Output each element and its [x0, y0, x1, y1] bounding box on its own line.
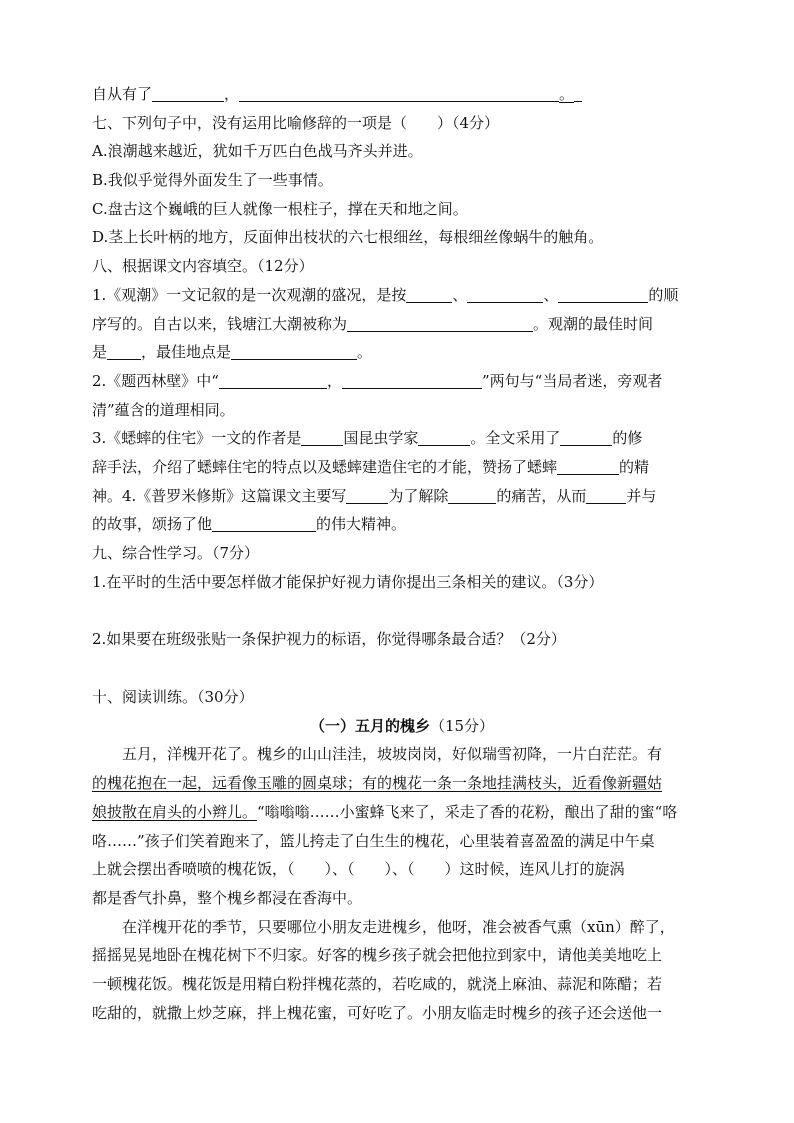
option-b [92, 166, 712, 195]
answer-blank[interactable] [586, 485, 626, 504]
text: 并与 [626, 486, 657, 505]
option-d [92, 223, 712, 252]
passage-line [92, 769, 712, 798]
answer-blank[interactable] [301, 427, 343, 446]
passage-line [92, 999, 712, 1028]
text: 1.《观潮》一文记叙的是一次观潮的盛况，是按 [92, 285, 407, 304]
q8-1-line1 [92, 281, 712, 310]
option-a [92, 137, 712, 166]
answer-blank[interactable] [346, 485, 388, 504]
answer-blank[interactable] [448, 485, 496, 504]
answer-blank[interactable] [152, 83, 224, 102]
answer-blank[interactable] [342, 370, 482, 389]
passage-line [92, 884, 712, 913]
text: 2.《题西林壁》中“ [92, 371, 219, 390]
passage-line [92, 798, 712, 827]
text: 上就会摆出香喷喷的槐花饭，（ ）、（ ）、（ ）这时候，连风儿打的旋涡 [92, 860, 625, 879]
text: 序写的。自古以来，钱塘江大潮被称为 [92, 314, 348, 333]
text: 九、综合性学习。（7分） [92, 544, 260, 562]
underlined-text: 的槐花抱在一起，远看像玉雕的圆桌球；有的槐花一条一条地挂满枝头，近看像新疆姑 [92, 774, 663, 793]
passage-line [92, 941, 712, 970]
option-c [92, 195, 712, 224]
text: B.我似乎觉得外面发生了一些事情。 [92, 171, 333, 190]
passage-title [92, 712, 712, 741]
fill-line-since [92, 80, 712, 109]
text: ”两句与“当局者迷，旁观者 [482, 371, 663, 390]
text: 五月，洋槐开花了。槐乡的山山洼洼，坡坡岗岗，好似瑞雪初降，一片白茫茫。有 [122, 745, 663, 764]
text: 、 [543, 285, 559, 304]
text: ，最佳地点是 [141, 343, 232, 362]
text: 。全文采用了 [470, 429, 561, 448]
text: 的故事，颂扬了他 [92, 515, 213, 534]
text: 的伟大精神。 [316, 515, 407, 534]
question-7-heading [92, 109, 712, 138]
text: 。 [559, 85, 575, 103]
q9-1 [92, 568, 712, 597]
exam-page [92, 80, 712, 1027]
text: 十、阅读训练。（30分） [92, 688, 254, 707]
answer-blank[interactable] [558, 284, 648, 303]
answer-blank[interactable] [557, 456, 619, 475]
passage-line [92, 855, 712, 884]
answer-blank[interactable] [418, 427, 470, 446]
text: 、 [452, 285, 468, 304]
text: 的痛苦，从而 [496, 486, 587, 505]
answer-blank[interactable] [212, 513, 316, 532]
q8-3-line2 [92, 453, 712, 482]
text: 摇摇晃晃地卧在槐花树下不归家。好客的槐乡孩子就会把他拉到家中，请他美美地吃上 [92, 946, 663, 965]
q8-4-line1 [92, 482, 712, 511]
q8-2-line1 [92, 367, 712, 396]
q8-3-line1 [92, 424, 712, 453]
text: 一顿槐花饭。槐花饭是用精白粉拌槐花蒸的，若吃咸的，就浇上麻油、蒜泥和陈醋；若 [92, 974, 663, 993]
answer-blank[interactable] [107, 341, 141, 360]
underlined-text: 娘披散在肩头的小辫儿。 [92, 802, 258, 821]
answer-blank[interactable] [406, 284, 452, 303]
q8-1-line3 [92, 338, 712, 367]
text: 自从有了 [92, 85, 153, 103]
text: 的修 [612, 429, 643, 448]
passage-score: （15分） [429, 716, 495, 735]
text: 在洋槐开花的季节，只要哪位小朋友走进槐乡，他呀，准会被香气熏（xūn）醉了， [122, 917, 675, 936]
text: 1.在平时的生活中要怎样做才能保护好视力请你提出三条相关的建议。（3分） [92, 572, 604, 591]
question-10-heading [92, 683, 712, 712]
text: A.浪潮越来越近，犹如千万匹白色战马齐头并进。 [92, 142, 423, 161]
answer-space[interactable] [92, 596, 712, 625]
answer-blank[interactable] [467, 284, 543, 303]
passage-line [92, 740, 712, 769]
answer-space[interactable] [92, 654, 712, 683]
text: 清”蕴含的道理相同。 [92, 400, 235, 419]
text: ， [326, 371, 342, 390]
text: 国昆虫学家 [343, 429, 419, 448]
q9-2 [92, 625, 712, 654]
passage-line [92, 827, 712, 856]
q8-2-line2 [92, 396, 712, 425]
text: “嗡嗡嗡……小蜜蜂飞来了，采走了香的花粉，酿出了甜的蜜“咯 [257, 802, 678, 821]
text: D.茎上长叶柄的地方，反面伸出枝状的六七根细丝，每根细丝像蜗牛的触角。 [92, 228, 604, 247]
text: 2.如果要在班级张贴一条保护视力的标语，你觉得哪条最合适？（2分） [92, 630, 566, 649]
text: 神。4.《普罗米修斯》这篇课文主要写 [92, 486, 347, 505]
answer-blank[interactable] [219, 370, 327, 389]
text: 。 [357, 343, 373, 362]
passage-title-text: （一）五月的槐乡 [309, 716, 430, 735]
text: 八、根据课文内容填空。（12分） [92, 257, 314, 276]
answer-blank[interactable] [574, 83, 582, 102]
text: 七、下列句子中，没有运用比喻修辞的一项是（ ）（4分） [92, 113, 500, 132]
text: ， [224, 85, 240, 103]
answer-blank[interactable] [231, 341, 357, 360]
q8-1-line2 [92, 310, 712, 339]
q8-4-line2 [92, 510, 712, 539]
text: 都是香气扑鼻，整个槐乡都浸在香海中。 [92, 888, 363, 907]
text: 为了解除 [388, 486, 449, 505]
text: 咯……”孩子们笑着跑来了，篮儿挎走了白生生的槐花，心里装着喜盈盈的满足中午桌 [92, 831, 655, 850]
text: 吃甜的，就撒上炒芝麻，拌上槐花蜜，可好吃了。小朋友临走时槐乡的孩子还会送他一 [92, 1003, 663, 1022]
text: 的精 [619, 457, 650, 476]
answer-blank[interactable] [560, 427, 612, 446]
text: 3.《蟋蟀的住宅》一文的作者是 [92, 429, 302, 448]
answer-blank[interactable] [347, 313, 533, 332]
text: C.盘古这个巍峨的巨人就像一根柱子，撑在天和地之间。 [92, 199, 468, 218]
passage-line [92, 970, 712, 999]
text: 。观潮的最佳时间 [533, 314, 654, 333]
answer-blank[interactable] [239, 83, 559, 102]
question-8-heading [92, 252, 712, 281]
question-9-heading [92, 539, 712, 568]
text: 是 [92, 343, 108, 362]
passage-line [92, 913, 712, 942]
text: 的顺 [648, 285, 679, 304]
text: 辞手法，介绍了蟋蟀住宅的特点以及蟋蟀建造住宅的才能，赞扬了蟋蟀 [92, 457, 558, 476]
